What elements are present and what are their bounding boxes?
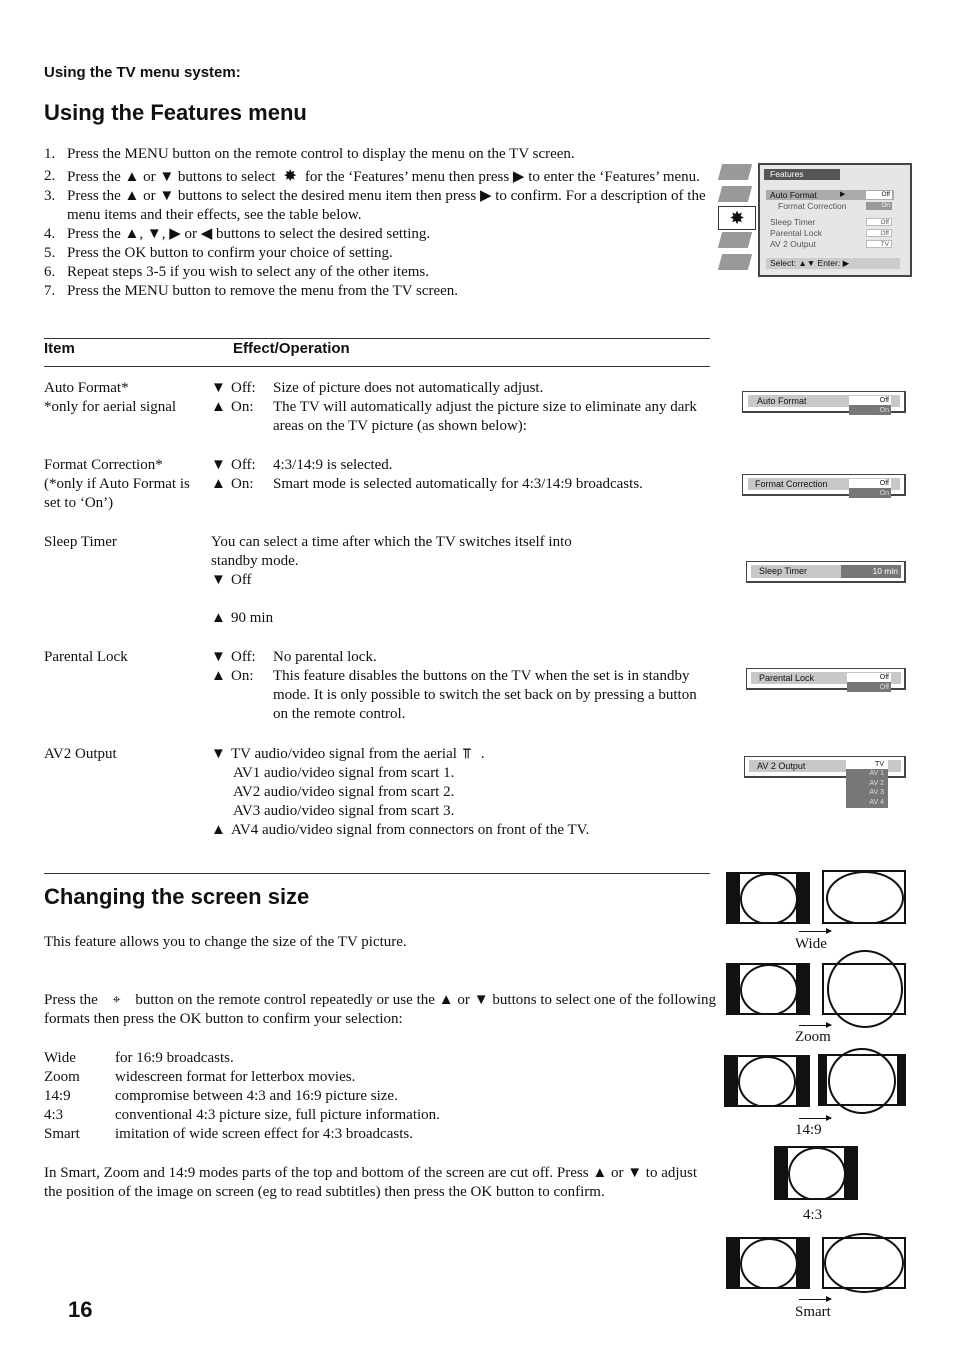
zoom-after-screen bbox=[822, 950, 908, 1030]
features-star-icon: ✸ bbox=[283, 168, 297, 185]
menu-footer: Select: ▲▼ Enter: ▶ bbox=[766, 258, 900, 269]
zoom-arrow bbox=[799, 1025, 831, 1026]
smart-before-screen bbox=[726, 1237, 810, 1289]
format-item: Wide for 16:9 broadcasts. bbox=[44, 1050, 234, 1066]
149-arrow bbox=[799, 1118, 831, 1119]
item-parental-lock: Parental Lock bbox=[44, 649, 128, 665]
step-2: 2. Press the ▲ or ▼ buttons to select ✸ for the ‘Features’ menu then press ▶ to enter the ‘Features’ menu. bbox=[44, 168, 700, 185]
screen-size-rule bbox=[44, 873, 710, 874]
smart-arrow bbox=[799, 1299, 831, 1300]
step-7: 7. Press the MENU button to remove the menu from the TV screen. bbox=[44, 283, 459, 299]
149-after-screen bbox=[818, 1048, 908, 1114]
section-label: Using the TV menu system: bbox=[44, 64, 241, 81]
screen-format-button-icon: ⌖ bbox=[112, 992, 121, 1008]
item-format-correction: Format Correction* (*only if Auto Format is set to ‘On’) bbox=[44, 457, 190, 511]
widget-auto-format: Auto Format Off On bbox=[742, 391, 906, 413]
picture-menu-icon bbox=[718, 164, 752, 180]
smart-after-screen bbox=[822, 1233, 908, 1293]
format-item: 4:3 conventional 4:3 picture size, full picture information. bbox=[44, 1107, 440, 1123]
step-4: 4. Press the ▲, ▼, ▶ or ◀ buttons to select the desired setting. bbox=[44, 226, 431, 242]
menu-row-format-correction: Format Correction On bbox=[778, 201, 890, 211]
sound-menu-icon bbox=[718, 186, 752, 202]
features-heading: Using the Features menu bbox=[44, 100, 307, 125]
aerial-icon: ⫪ bbox=[462, 746, 471, 762]
zoom-before-screen bbox=[726, 963, 810, 1015]
43-screen bbox=[774, 1146, 858, 1200]
format-item: 14:9 compromise between 4:3 and 16:9 picture size. bbox=[44, 1088, 398, 1104]
effect-auto-format: ▼ Off: Size of picture does not automatically adjust. ▲ On: The TV will automatically adjust the picture size to eliminate any dark areas on the TV picture (as shown below): bbox=[211, 380, 697, 434]
widget-av2-options: TV AV 1 AV 2 AV 3 AV 4 bbox=[846, 760, 888, 808]
menu-row-sleep-timer: Sleep Timer Off bbox=[766, 217, 894, 227]
effect-av2-output: ▼ TV audio/video signal from the aerial ⫪ . AV1 audio/video signal from scart 1. AV2 audio/video signal from scart 2. AV3 audio/video signal from scart 3. ▲ AV4 audio/video signal from connectors on front of the TV. bbox=[211, 746, 590, 838]
step-3: 3. Press the ▲ or ▼ buttons to select the desired menu item then press ▶ to confirm. For a description of the menu items and their effects, see the table below. bbox=[44, 188, 706, 223]
table-header-item: Item bbox=[44, 340, 75, 357]
setup-menu-icon bbox=[718, 254, 752, 270]
smart-label: Smart bbox=[795, 1304, 831, 1320]
wide-before-screen bbox=[726, 872, 810, 924]
effect-parental-lock: ▼ Off: No parental lock. ▲ On: This feature disables the buttons on the TV when the set is in standby mode. It is only possible to switch the set back on by pressing a button on the remote control. bbox=[211, 649, 697, 722]
table-top-rule bbox=[44, 338, 710, 339]
zoom-label: Zoom bbox=[795, 1029, 831, 1045]
step-1: 1. Press the MENU button on the remote control to display the menu on the TV screen. bbox=[44, 146, 575, 162]
widget-format-correction: Format Correction Off On bbox=[742, 474, 906, 496]
item-sleep-timer: Sleep Timer bbox=[44, 534, 117, 550]
widget-av2-output: AV 2 Output bbox=[744, 756, 906, 778]
screen-size-instructions: Press the ⌖ button on the remote control repeatedly or use the ▲ or ▼ buttons to select one of the following formats then press the OK button to confirm your selection: bbox=[44, 992, 717, 1027]
widget-sleep-timer: Sleep Timer 10 min bbox=[746, 561, 906, 583]
item-auto-format: Auto Format* *only for aerial signal bbox=[44, 380, 177, 415]
format-item: Zoom widescreen format for letterbox movies. bbox=[44, 1069, 356, 1085]
screen-size-heading: Changing the screen size bbox=[44, 884, 310, 909]
item-av2-output: AV2 Output bbox=[44, 746, 117, 762]
149-label: 14:9 bbox=[795, 1122, 822, 1138]
format-list bbox=[44, 1049, 684, 1144]
effect-sleep-timer: You can select a time after which the TV switches itself into standby mode. ▼ Off ▲ 90 min bbox=[211, 534, 572, 626]
menu-row-parental-lock: Parental Lock Off bbox=[766, 228, 894, 238]
table-header-rule bbox=[44, 366, 710, 367]
screen-size-note: In Smart, Zoom and 14:9 modes parts of the top and bottom of the screen are cut off. Press ▲ or ▼ to adjust the position of the image on screen (eg to read subtitles) then press the OK button to confirm. bbox=[44, 1165, 698, 1200]
step-5: 5. Press the OK button to confirm your choice of setting. bbox=[44, 245, 393, 261]
widget-parental-lock: Parental Lock Off Off bbox=[746, 668, 906, 690]
menu-title: Features bbox=[764, 169, 840, 180]
menu-row-auto-format: Auto Format ▶ Off bbox=[766, 190, 894, 200]
43-label: 4:3 bbox=[803, 1207, 823, 1223]
wide-arrow bbox=[799, 931, 831, 932]
menu-row-av2-output: AV 2 Output TV bbox=[766, 239, 894, 249]
features-menu-illustration bbox=[716, 163, 910, 275]
format-item: Smart imitation of wide screen effect for 4:3 broadcasts. bbox=[44, 1126, 413, 1142]
wide-after-screen bbox=[822, 870, 906, 924]
table-header-effect: Effect/Operation bbox=[233, 340, 350, 357]
step-6: 6. Repeat steps 3-5 if you wish to select any of the other items. bbox=[44, 264, 429, 280]
wide-label: Wide bbox=[795, 936, 827, 952]
features-steps bbox=[44, 145, 712, 301]
page-number: 16 bbox=[68, 1297, 93, 1322]
149-before-screen bbox=[724, 1055, 810, 1107]
screen-size-intro: This feature allows you to change the size of the TV picture. bbox=[44, 934, 407, 950]
features-menu-panel bbox=[758, 163, 912, 277]
install-menu-icon bbox=[718, 232, 752, 248]
menu-icon-strip bbox=[716, 163, 756, 275]
features-menu-icon: ✸ bbox=[718, 206, 756, 230]
effect-format-correction: ▼ Off: 4:3/14:9 is selected. ▲ On: Smart mode is selected automatically for 4:3/14:9 broadcasts. bbox=[211, 457, 643, 492]
